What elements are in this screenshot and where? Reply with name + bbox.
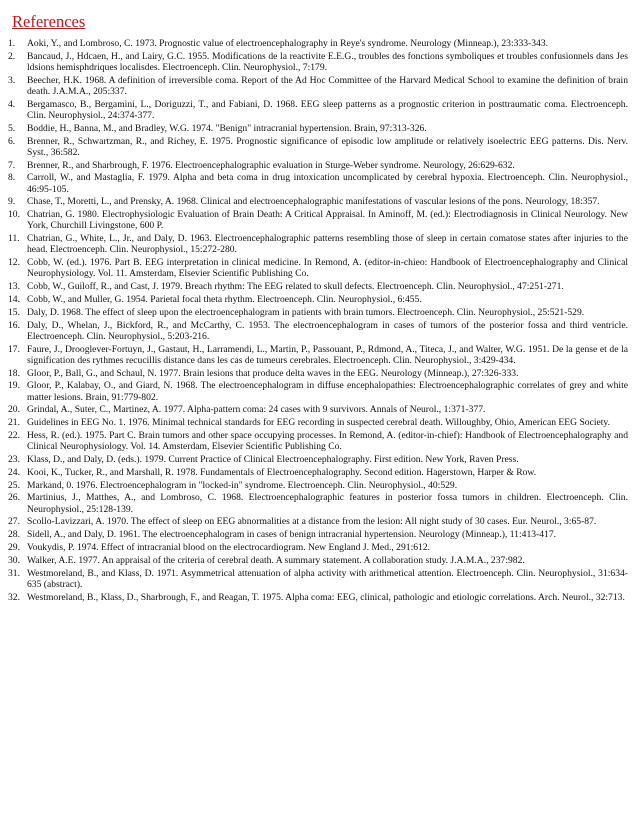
reference-number: 11. (8, 233, 20, 245)
reference-number: 19. (8, 380, 20, 392)
reference-number: 23. (8, 453, 20, 465)
reference-item (8, 492, 628, 514)
reference-item (8, 281, 628, 292)
reference-item (8, 542, 628, 553)
reference-number: 2. (8, 50, 16, 62)
reference-text: Guidelines in EEG No. 1. 1976. Minimal technical standards for EEG recording in suspected cerebral death. Willoughby, Ohio, American EEG Society. (27, 417, 610, 429)
reference-text: Klass, D., and Daly, D. (eds.). 1979. Current Practice of Clinical Electroencephalography. First edition. New York, Raven Press. (27, 453, 519, 465)
reference-item (8, 99, 628, 121)
reference-number: 5. (8, 122, 16, 134)
reference-text: Aoki, Y., and Lombroso, C. 1973. Prognostic value of electroencephalography in Reye's syndrome. Neurology (Minneap.), 23:333-343. (27, 38, 549, 49)
reference-text: Boddie, H., Banna, M., and Bradley, W.G. 1974. "Benign" intracranial hypertension. Brain, 97:313-326. (27, 122, 427, 134)
reference-item (8, 467, 628, 478)
reference-item (8, 172, 628, 194)
reference-item (8, 430, 628, 452)
reference-text: Grindal, A., Suter, C., Martinez, A. 1977. Alpha-pattern coma: 24 cases with 9 survivors. Annals of Neurol., 1:371-377. (27, 404, 486, 416)
reference-number: 20. (8, 404, 20, 416)
reference-number: 25. (8, 479, 20, 491)
reference-text: Chase, T., Moretti, L., and Prensky, A. 1968. Clinical and electroencephalographic manifestations of vascular lesions of the pons. Neurology, 18:357. (27, 196, 600, 208)
reference-text: Brenner, R., and Sharbrough, F. 1976. Electroencephalographic evaluation in Sturge-Weber syndrome. Neurology, 26:629-632. (27, 159, 515, 171)
reference-item (8, 51, 628, 73)
reference-number: 26. (8, 492, 20, 504)
reference-text: Cobb, W., Guiloff, R., and Cast, J. 1979. Breach rhythm: The EEG related to skull defects. Electroenceph. Clin. Neurophysiol., 47:251-271. (27, 281, 564, 293)
reference-text: Bergamasco, B., Bergamini, L., Doriguzzi, T., and Fabiani, D. 1968. EEG sleep patterns as a prognostic criterion in posttraumatic coma. Electroenceph. Clin. Neurophysiol., 24:374-377. (27, 98, 628, 121)
reference-item (8, 123, 628, 134)
reference-number: 28. (8, 529, 20, 541)
reference-text: Daly, D., Whelan, J., Bickford, R., and McCarthy, C. 1953. The electroencephalogram in cases of tumors of the posterior fossa and third ventricle. Electroenceph. Clin. Neurophysiol., 5:203-216. (27, 319, 628, 342)
reference-number: 1. (8, 38, 16, 49)
reference-number: 15. (8, 306, 20, 318)
reference-item (8, 417, 628, 428)
reference-item (8, 568, 628, 590)
reference-list (8, 38, 628, 603)
reference-item (8, 529, 628, 540)
reference-item (8, 380, 628, 402)
reference-text: Cobb, W., and Muller, G. 1954. Parietal focal theta rhythm. Electroenceph. Clin. Neurophysiol., 6:455. (27, 293, 422, 305)
reference-item (8, 294, 628, 305)
reference-number: 17. (8, 343, 20, 355)
reference-text: Westmoreland, B., Klass, D., Sharbrough, F., and Reagan, T. 1975. Alpha coma: EEG, clinical, pathologic and etiologic correlations. Arch. Neurol., 32:713. (27, 591, 625, 603)
reference-number: 13. (8, 281, 20, 293)
reference-number: 9. (8, 196, 16, 208)
reference-item (8, 555, 628, 566)
reference-number: 29. (8, 541, 20, 553)
reference-number: 32. (8, 591, 20, 603)
reference-item (8, 136, 628, 158)
reference-text: Voukydis, P. 1974. Effect of intracranial blood on the electrocardiogram. New England J. Med., 291:612. (27, 541, 431, 553)
reference-item (8, 257, 628, 279)
reference-item (8, 454, 628, 465)
reference-text: Sidell, A., and Daly, D. 1961. The electroencephalogram in cases of benign intracranial hypertension. Neurology (Minneap.), 11:413-417. (27, 529, 557, 541)
reference-text: Walker, A.E. 1977. An appraisal of the criteria of cerebral death. A summary statement. A collaboration study. J.A.M.A., 237:982. (27, 554, 525, 566)
reference-text: Beecher, H.K. 1968. A definition of irreversible coma. Report of the Ad Hoc Committee of the Harvard Medical School to examine the definition of brain death. J.A.M.A., 205:337. (27, 74, 628, 97)
reference-number: 6. (8, 135, 16, 147)
reference-item (8, 233, 628, 255)
reference-number: 30. (8, 554, 20, 566)
reference-number: 24. (8, 466, 20, 478)
reference-item (8, 516, 628, 527)
reference-item (8, 160, 628, 171)
reference-item (8, 307, 628, 318)
reference-number: 10. (8, 209, 20, 221)
reference-text: Scollo-Lavizzari, A. 1970. The effect of sleep on EEG abnormalities at a distance from the lesion: All night study of 30 cases. Eur. Neurol., 3:65-87. (27, 516, 597, 528)
reference-text: Brenner, R., Schwartzman, R., and Richey, E. 1975. Prognostic significance of episodic low amplitude or relatively isoelectric EEG patterns. Dis. Nerv. Syst., 36:582. (27, 135, 628, 158)
reference-item (8, 196, 628, 207)
reference-number: 22. (8, 429, 20, 441)
reference-text: Chatrian, G., White, L., Jr., and Daly, D. 1963. Electroencephalographic patterns resembling those of sleep in certain comatose states after injuries to the head. Electroenceph. Clin. Neurophysiol., 15:272-280. (27, 233, 628, 256)
reference-item (8, 38, 628, 49)
reference-number: 7. (8, 159, 16, 171)
reference-item (8, 480, 628, 491)
reference-text: Daly, D. 1968. The effect of sleep upon the electroencephalogram in patients with brain tumors. Electroenceph. Clin. Neurophysiol., 25:521-529. (27, 306, 585, 318)
reference-number: 14. (8, 293, 20, 305)
reference-text: Hess, R. (ed.). 1975. Part C. Brain tumors and other space occupying processes. In Remond, A. (editor-in-chief): Handbook of Electroencephalography and Clinical Neurophysiology. Vol. 14. Amsterdam, Elsevier Scientific Publishing Co. (27, 429, 628, 453)
reference-item (8, 75, 628, 97)
reference-number: 16. (8, 319, 20, 331)
reference-number: 12. (8, 257, 20, 269)
reference-text: Bancaud, J., Hdcaen, H., and Lairy, G.C. 1955. Modifications de la reactivite E.E.G., troubles des fonctions symboliques et troubles confusionnels dans Jes ldsions hemisphdriques localisdes. Electroenceph. Clin. Neurophysiol., 7:179. (27, 50, 628, 73)
reference-text: Cobb, W. (ed.). 1976. Part B. EEG interpretation in clinical medicine. In Remond, A. (editor-in-chieo: Handbook of Electroencephalography and Clinical Neurophysiology. Vol. 11. Amsterdam, Elsevier Scientific Publishing Co. (27, 257, 628, 280)
reference-item (8, 368, 628, 379)
references-heading: References (12, 12, 86, 31)
reference-text: Martinius, J., Matthes, A., and Lombroso, C. 1968. Electroencephalographic features in posterior fossa tumors in children. Electroenceph. Clin. Neurophysiol., 25:128-139. (27, 492, 628, 515)
reference-text: Gloor, P., Kalabay, O., and Giard, N. 1968. The electroencephalogram in diffuse encephalopathies: Electroencephalographic correlates of grey and white matter lesions. Brain, 91:779-802. (27, 380, 628, 403)
reference-text: Faure, J., Drooglever-Fortuyn, J., Gastaut, H., Larramendi, L., Martin, P., Passouant, P., Rdmond, A., Titeca, J., and Walter, W.G. 1951. De la gense et de la signification des rythmes recucillis distance dans les cas de tumeurs cerebrales. Electroenceph. Clin. Neurophysiol., 3:429-434. (27, 343, 628, 366)
reference-number: 18. (8, 367, 20, 379)
reference-item (8, 592, 628, 603)
reference-number: 21. (8, 417, 20, 429)
reference-item (8, 344, 628, 366)
reference-text: Kooi, K., Tucker, R., and Marshall, R. 1978. Fundamentals of Electroencephalography. Second edition. Hagerstown, Harper & Row. (27, 466, 537, 478)
reference-number: 31. (8, 567, 20, 579)
reference-text: Carroll, W., and Mastaglia, F. 1979. Alpha and beta coma in drug intoxication uncomplicated by cerebral hypoxia. Electroenceph. Clin. Neurophysiol., 46:95-105. (27, 172, 628, 195)
reference-number: 3. (8, 74, 16, 86)
reference-item (8, 404, 628, 415)
reference-text: Chatrian, G. 1980. Electrophysiologic Evaluation of Brain Death: A Critical Appraisal. In Aminoff, M. (ed.): Electrodiagnosis in Clinical Neurology. New York, Churchill Livingstone, 600 P. (27, 209, 628, 232)
reference-item (8, 209, 628, 231)
reference-number: 4. (8, 98, 16, 110)
reference-text: Westmoreland, B., and Klass, D. 1971. Asymmetrical attenuation of alpha activity with arithmetical attention. Electroenceph. Clin. Neurophysiol., 31:634-635 (abstract). (27, 567, 628, 590)
reference-number: 8. (8, 172, 16, 184)
reference-number: 27. (8, 516, 20, 528)
reference-item (8, 320, 628, 342)
reference-text: Markand, 0. 1976. Electroencephalogram in "locked-in" syndrome. Electroenceph. Clin. Neurophysiol., 40:529. (27, 479, 458, 491)
reference-text: Gloor, P., Ball, G., and Schaul, N. 1977. Brain lesions that produce delta waves in the EEG. Neurology (Minneap.), 27:326-333. (27, 367, 519, 379)
